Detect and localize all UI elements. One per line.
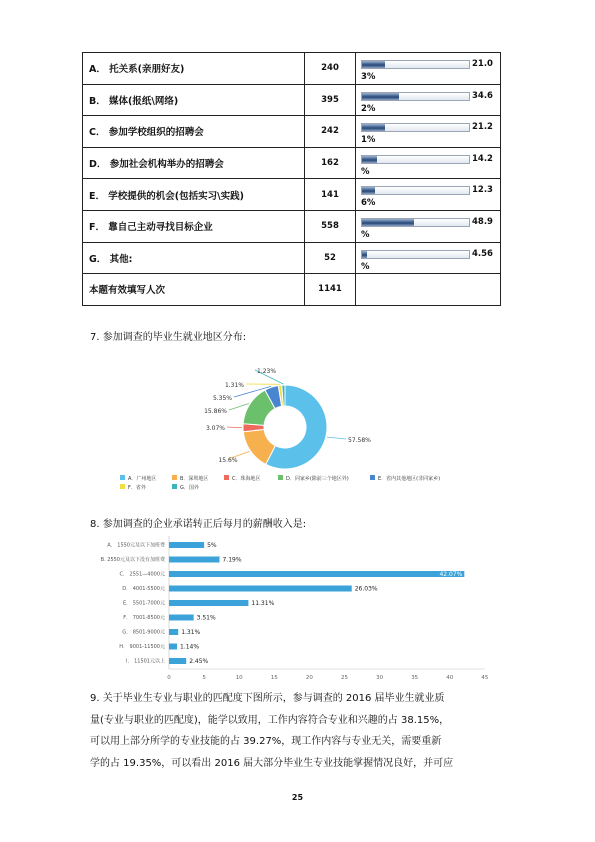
option-label: F． 靠自己主动寻找目标企业 <box>83 210 305 242</box>
percent-text-part2: % <box>361 166 370 177</box>
percent-bar-track <box>361 60 470 69</box>
bar-value-label: 42.07% <box>439 571 463 578</box>
legend-label: F．省外 <box>128 485 146 491</box>
percent-text-part1: 4.56 <box>472 248 493 259</box>
region-donut-chart <box>110 360 500 500</box>
bar-category-label: H． 9001-11500元 <box>119 644 165 650</box>
bar-value-label: 2.45% <box>189 658 209 665</box>
bar-value-label: 1.31% <box>181 629 201 636</box>
pie-data-label: 1.31% <box>224 382 244 389</box>
percent-text-part2: % <box>361 261 370 272</box>
x-tick-label: 35 <box>411 675 419 680</box>
x-tick-label: 10 <box>235 675 243 680</box>
option-label: G． 其他: <box>83 242 305 274</box>
pie-data-label: 15.6% <box>218 457 238 464</box>
salary-bar <box>169 542 204 548</box>
total-count: 1141 <box>305 274 356 306</box>
x-tick-label: 30 <box>376 675 384 680</box>
paragraph-line: 9. 关于毕业生专业与职业的匹配度下图所示，参与调查的 2016 届毕业生就业质 <box>90 693 445 704</box>
table-body <box>83 53 501 306</box>
percent-text-part1: 21.2 <box>472 122 493 133</box>
pie-data-label: 15.86% <box>204 408 227 415</box>
section-7-heading: 7. 参加调查的毕业生就业地区分布: <box>90 332 247 343</box>
percent-text-part2: 2% <box>361 103 376 114</box>
percent-text-part2: 1% <box>361 135 376 146</box>
percent-text-part1: 12.3 <box>472 185 493 196</box>
salary-bar <box>169 571 464 577</box>
total-label: 本题有效填写人次 <box>83 274 305 306</box>
option-count: 558 <box>305 210 356 242</box>
pie-leader-line <box>327 437 346 439</box>
salary-bar <box>169 644 177 650</box>
percent-text-part1: 48.9 <box>472 216 493 227</box>
salary-bar <box>169 658 186 664</box>
bar-value-label: 26.03% <box>354 585 378 593</box>
percent-bar-fill <box>362 187 375 194</box>
percent-bar-fill <box>362 251 367 258</box>
legend-swatch <box>120 484 125 489</box>
x-tick-label: 5 <box>202 675 206 680</box>
x-tick-label: 40 <box>446 675 454 680</box>
salary-bar <box>169 629 178 635</box>
paragraph-line: 量(专业与职业的匹配度)，能学以致用，工作内容符合专业和兴趣的占 38.15%， <box>90 714 450 726</box>
percent-text-part1: 14.2 <box>472 153 493 164</box>
x-tick-label: 45 <box>481 675 489 680</box>
option-label: D． 参加社会机构举办的招聘会 <box>83 147 305 179</box>
table-row <box>83 242 501 274</box>
pie-leader-line <box>227 427 242 428</box>
legend-label: D．同家乡(除前三个地区外) <box>286 476 349 482</box>
pie-data-label: 1.23% <box>257 368 277 375</box>
percent-text-part2: 3% <box>361 72 376 82</box>
survey-table <box>82 52 501 306</box>
table-row <box>83 210 501 242</box>
percent-bar-track <box>361 155 470 164</box>
option-label: B． 媒体(报纸\网络) <box>83 84 305 116</box>
bar-category-label: E． 5501-7000元 <box>122 600 165 607</box>
option-percent-cell <box>356 179 501 211</box>
percent-text-part1: 34.6 <box>472 90 493 101</box>
option-percent-cell <box>356 210 501 242</box>
pie-data-label: 3.07% <box>205 425 225 432</box>
x-tick-label: 20 <box>305 675 313 680</box>
option-label: A． 托关系(亲朋好友) <box>83 53 305 85</box>
percent-bar-track <box>361 123 470 132</box>
percent-bar-track <box>361 218 470 227</box>
percent-bar-fill <box>362 93 399 100</box>
option-count: 162 <box>305 147 356 179</box>
option-count: 242 <box>305 116 356 148</box>
legend-swatch <box>172 475 177 480</box>
option-label: E． 学校提供的机会(包括实习\实践) <box>83 179 305 211</box>
legend-swatch <box>370 475 375 480</box>
x-tick-label: 15 <box>270 675 278 680</box>
legend-swatch <box>172 484 177 489</box>
legend-label: B．深圳地区 <box>180 476 209 482</box>
percent-text-part2: % <box>361 229 370 240</box>
legend-label: A．广州地区 <box>128 476 157 482</box>
option-percent-cell <box>356 242 501 274</box>
bar-category-label: B. 2550元及以下没有加班费 <box>100 557 165 563</box>
bar-value-label: 7.19% <box>222 556 242 564</box>
salary-bar <box>169 600 248 606</box>
total-empty-cell <box>356 274 501 306</box>
salary-bar <box>169 586 352 592</box>
legend-label: G．国外 <box>180 485 199 491</box>
bar-category-label: G． 8501-9000元 <box>122 629 165 636</box>
table-row <box>83 147 501 179</box>
table-row <box>83 116 501 148</box>
legend-swatch <box>120 475 125 480</box>
pie-leader-line <box>229 404 249 410</box>
table-row <box>83 84 501 116</box>
table-row <box>83 179 501 211</box>
salary-bar <box>169 557 219 563</box>
bar-value-label: 1.14% <box>180 643 200 651</box>
option-count: 240 <box>305 53 356 85</box>
paragraph-line: 可以用上部分所学的专业技能的占 39.27%，现工作内容与专业无关，需要重新 <box>90 736 442 747</box>
paragraph-9 <box>90 688 510 774</box>
percent-bar-track <box>361 186 470 195</box>
page-number: 25 <box>291 793 304 802</box>
salary-bar <box>169 615 194 621</box>
bar-category-label: A． 1550元及以下加班费 <box>107 542 165 549</box>
option-label: C． 参加学校组织的招聘会 <box>83 116 305 148</box>
bar-value-label: 11.31% <box>251 600 275 607</box>
pie-data-label: 57.58% <box>348 437 371 444</box>
pie-data-label: 5.35% <box>212 395 232 402</box>
section-8-heading: 8. 参加调查的企业承诺转正后每月的薪酬收入是: <box>90 519 307 530</box>
bar-category-label: D． 4001-5500元 <box>122 586 165 592</box>
legend-label: E．省内其他地区(非同家乡) <box>378 476 441 482</box>
percent-bar-fill <box>362 156 377 163</box>
bar-category-label: F． 7001-8500元 <box>123 615 165 621</box>
option-percent-cell <box>356 116 501 148</box>
x-tick-label: 0 <box>167 675 171 680</box>
option-count: 395 <box>305 84 356 116</box>
option-percent-cell <box>356 147 501 179</box>
option-count: 52 <box>305 242 356 274</box>
bar-value-label: 3.51% <box>196 614 216 622</box>
salary-bar-chart <box>80 530 500 680</box>
table-row <box>83 53 501 85</box>
option-percent-cell <box>356 53 501 85</box>
option-count: 141 <box>305 179 356 211</box>
percent-text-part1: 21.0 <box>472 59 493 69</box>
percent-bar-track <box>361 92 470 101</box>
bar-category-label: C． 2551—4000元 <box>119 571 165 578</box>
percent-bar-fill <box>362 219 414 226</box>
table-total-row <box>83 274 501 306</box>
legend-label: C．珠海地区 <box>232 476 261 482</box>
paragraph-line: 学的占 19.35%，可以看出 2016 届大部分毕业生专业技能掌握情况良好，并可应 <box>90 757 454 769</box>
bar-value-label: 5% <box>207 542 217 549</box>
percent-bar-track <box>361 250 470 259</box>
bar-category-label: I． 11501元以上 <box>126 658 165 665</box>
x-tick-label: 25 <box>341 675 348 680</box>
legend-swatch <box>278 475 283 480</box>
legend-swatch <box>224 475 229 480</box>
percent-bar-fill <box>362 61 385 68</box>
percent-bar-fill <box>362 124 385 131</box>
percent-text-part2: 6% <box>361 198 376 209</box>
option-percent-cell <box>356 84 501 116</box>
